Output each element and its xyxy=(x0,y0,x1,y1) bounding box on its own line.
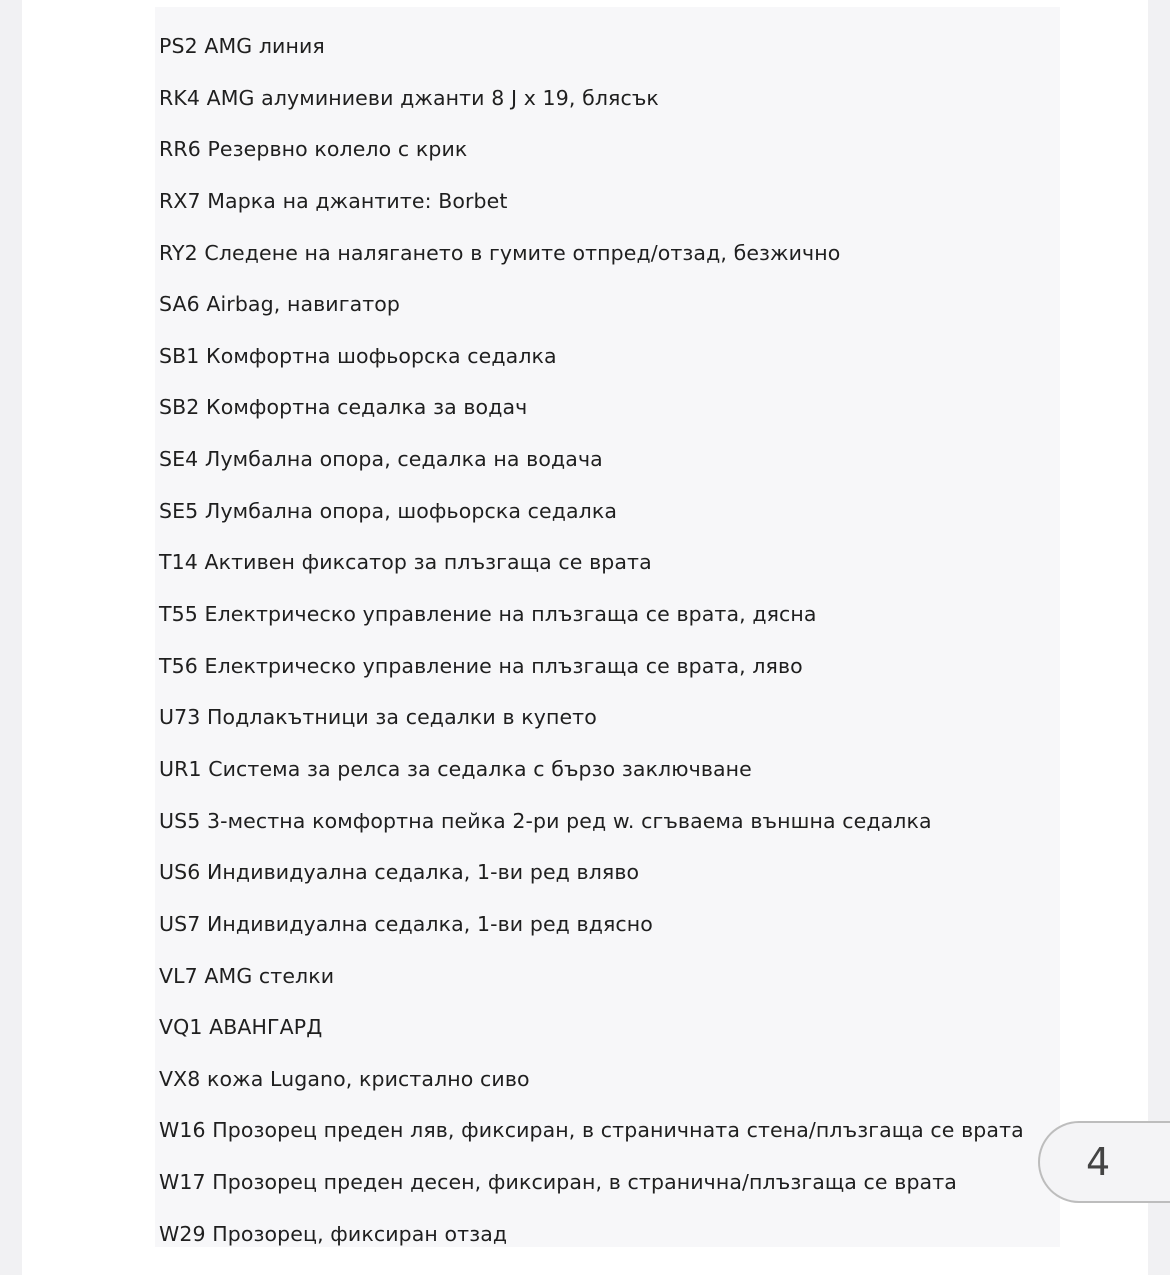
option-item: W17 Прозорец преден десен, фиксиран, в странична/плъзгаща се врата xyxy=(159,1170,957,1195)
option-item: VL7 AMG стелки xyxy=(159,963,335,988)
page-number: 4 xyxy=(1086,1140,1111,1184)
option-item: RX7 Марка на джантите: Borbet xyxy=(159,188,508,213)
option-item: U73 Подлакътници за седалки в купето xyxy=(159,705,597,730)
page-number-badge[interactable] xyxy=(1038,1121,1170,1203)
option-item: PS2 AMG линия xyxy=(159,34,325,58)
options-panel xyxy=(155,7,1060,1247)
options-list xyxy=(159,28,1024,1267)
option-item: T55 Електрическо управление на плъзгаща се врата, дясна xyxy=(159,602,817,627)
option-item: RK4 AMG алуминиеви джанти 8 J x 19, блясък xyxy=(159,85,659,110)
option-item: SE5 Лумбална опора, шофьорска седалка xyxy=(159,498,617,523)
option-item: VQ1 АВАНГАРД xyxy=(159,1015,323,1040)
option-item: RR6 Резервно колело с крик xyxy=(159,137,468,162)
option-item: W16 Прозорец преден ляв, фиксиран, в страничната стена/плъзгаща се врата xyxy=(159,1118,1024,1143)
option-item: US6 Индивидуална седалка, 1-ви ред вляво xyxy=(159,860,640,885)
option-item: T14 Активен фиксатор за плъзгаща се врата xyxy=(159,550,652,575)
option-item: US7 Индивидуална седалка, 1-ви ред вдясно xyxy=(159,911,653,936)
option-item: W29 Прозорец, фиксиран отзад xyxy=(159,1221,508,1246)
option-item: SB2 Комфортна седалка за водач xyxy=(159,395,528,420)
option-item: RY2 Следене на налягането в гумите отпред/отзад, безжично xyxy=(159,240,841,265)
option-item: UR1 Система за релса за седалка с бързо заключване xyxy=(159,756,752,781)
option-item: T56 Електрическо управление на плъзгаща се врата, ляво xyxy=(159,653,803,678)
option-item: US5 3-местна комфортна пейка 2-ри ред w. сгъваема външна седалка xyxy=(159,808,932,833)
option-item: SB1 Комфортна шофьорска седалка xyxy=(159,343,557,368)
option-item: SE4 Лумбална опора, седалка на водача xyxy=(159,447,603,472)
option-item: VX8 кожа Lugano, кристално сиво xyxy=(159,1066,530,1091)
option-item: SA6 Airbag, навигатор xyxy=(159,292,401,317)
